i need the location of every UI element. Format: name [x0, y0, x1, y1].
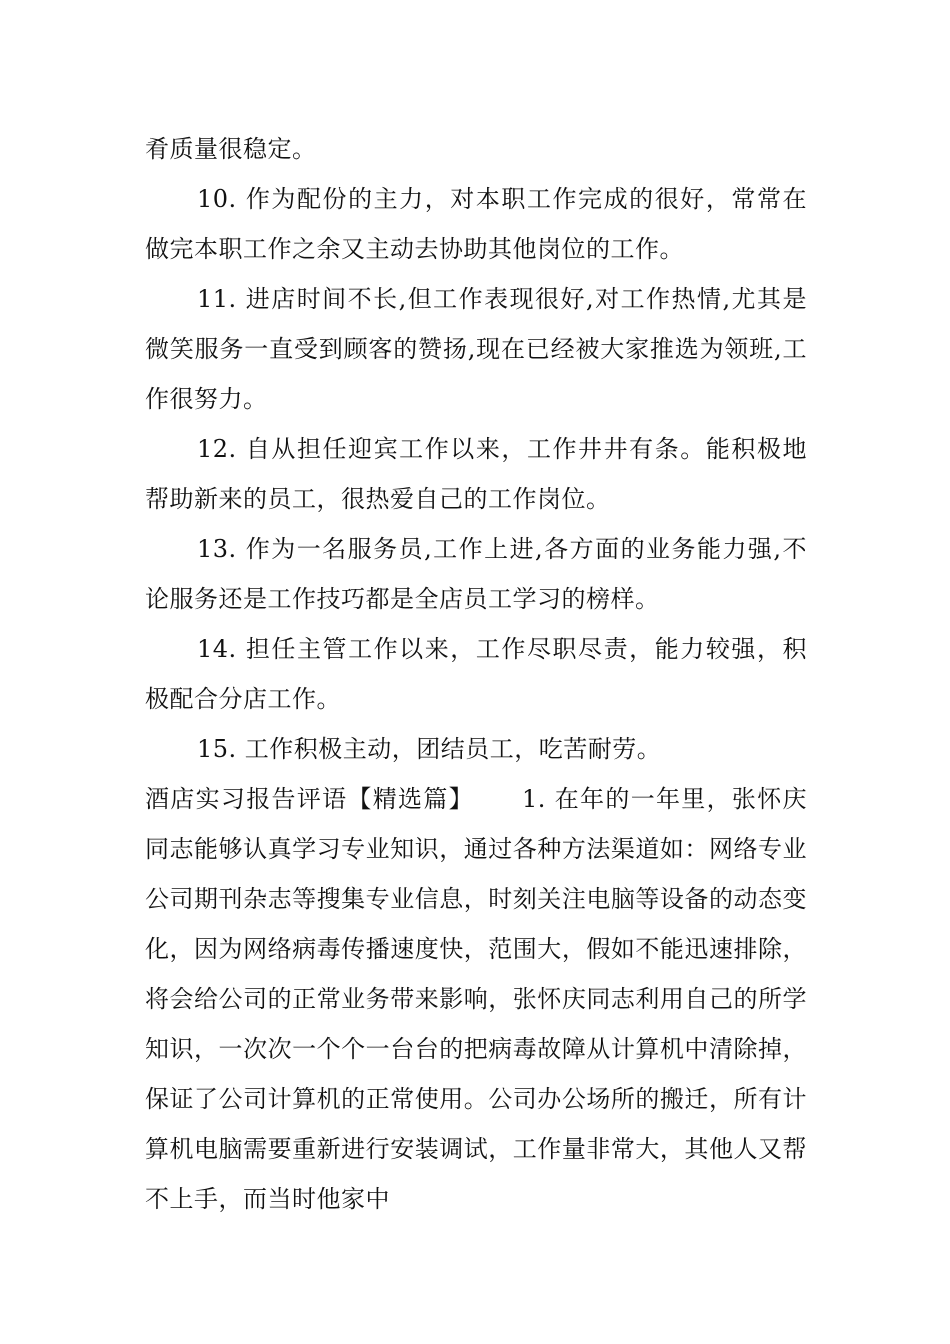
paragraph-item-14: 14. 担任主管工作以来，工作尽职尽责，能力较强，积极配合分店工作。: [145, 635, 807, 713]
paragraph-continuation: 肴质量很稳定。: [145, 135, 317, 163]
section-paragraph: [145, 774, 807, 1224]
paragraph-item-11: 11. 进店时间不长,但工作表现很好,对工作热情,尤其是微笑服务一直受到顾客的赞扬,现在已经被大家推选为领班,工作很努力。: [145, 285, 807, 413]
paragraph-item-13: 13. 作为一名服务员,工作上进,各方面的业务能力强,不论服务还是工作技巧都是全店员工学习的榜样。: [145, 535, 807, 613]
paragraph-item-10: 10. 作为配份的主力，对本职工作完成的很好，常常在做完本职工作之余又主动去协助其他岗位的工作。: [145, 185, 807, 263]
document-body: [145, 124, 807, 1224]
section-item-1-text: 1. 在年的一年里，张怀庆同志能够认真学习专业知识，通过各种方法渠道如：网络专业公司期刊杂志等搜集专业信息，时刻关注电脑等设备的动态变化，因为网络病毒传播速度快，范围大，假如不能迅速排除，将会给公司的正常业务带来影响，张怀庆同志利用自己的所学知识，一次次一个个一台台的把病毒故障从计算机中清除掉，保证了公司计算机的正常使用。公司办公场所的搬迁，所有计算机电脑需要重新进行安装调试，工作量非常大，其他人又帮不上手，而当时他家中: [145, 785, 808, 1213]
paragraph-item-15: 15. 工作积极主动，团结员工，吃苦耐劳。: [197, 735, 662, 763]
paragraph-item-12: 12. 自从担任迎宾工作以来，工作井井有条。能积极地帮助新来的员工，很热爱自己的工作岗位。: [145, 435, 807, 513]
section-heading: 酒店实习报告评语【精选篇】: [145, 785, 474, 813]
